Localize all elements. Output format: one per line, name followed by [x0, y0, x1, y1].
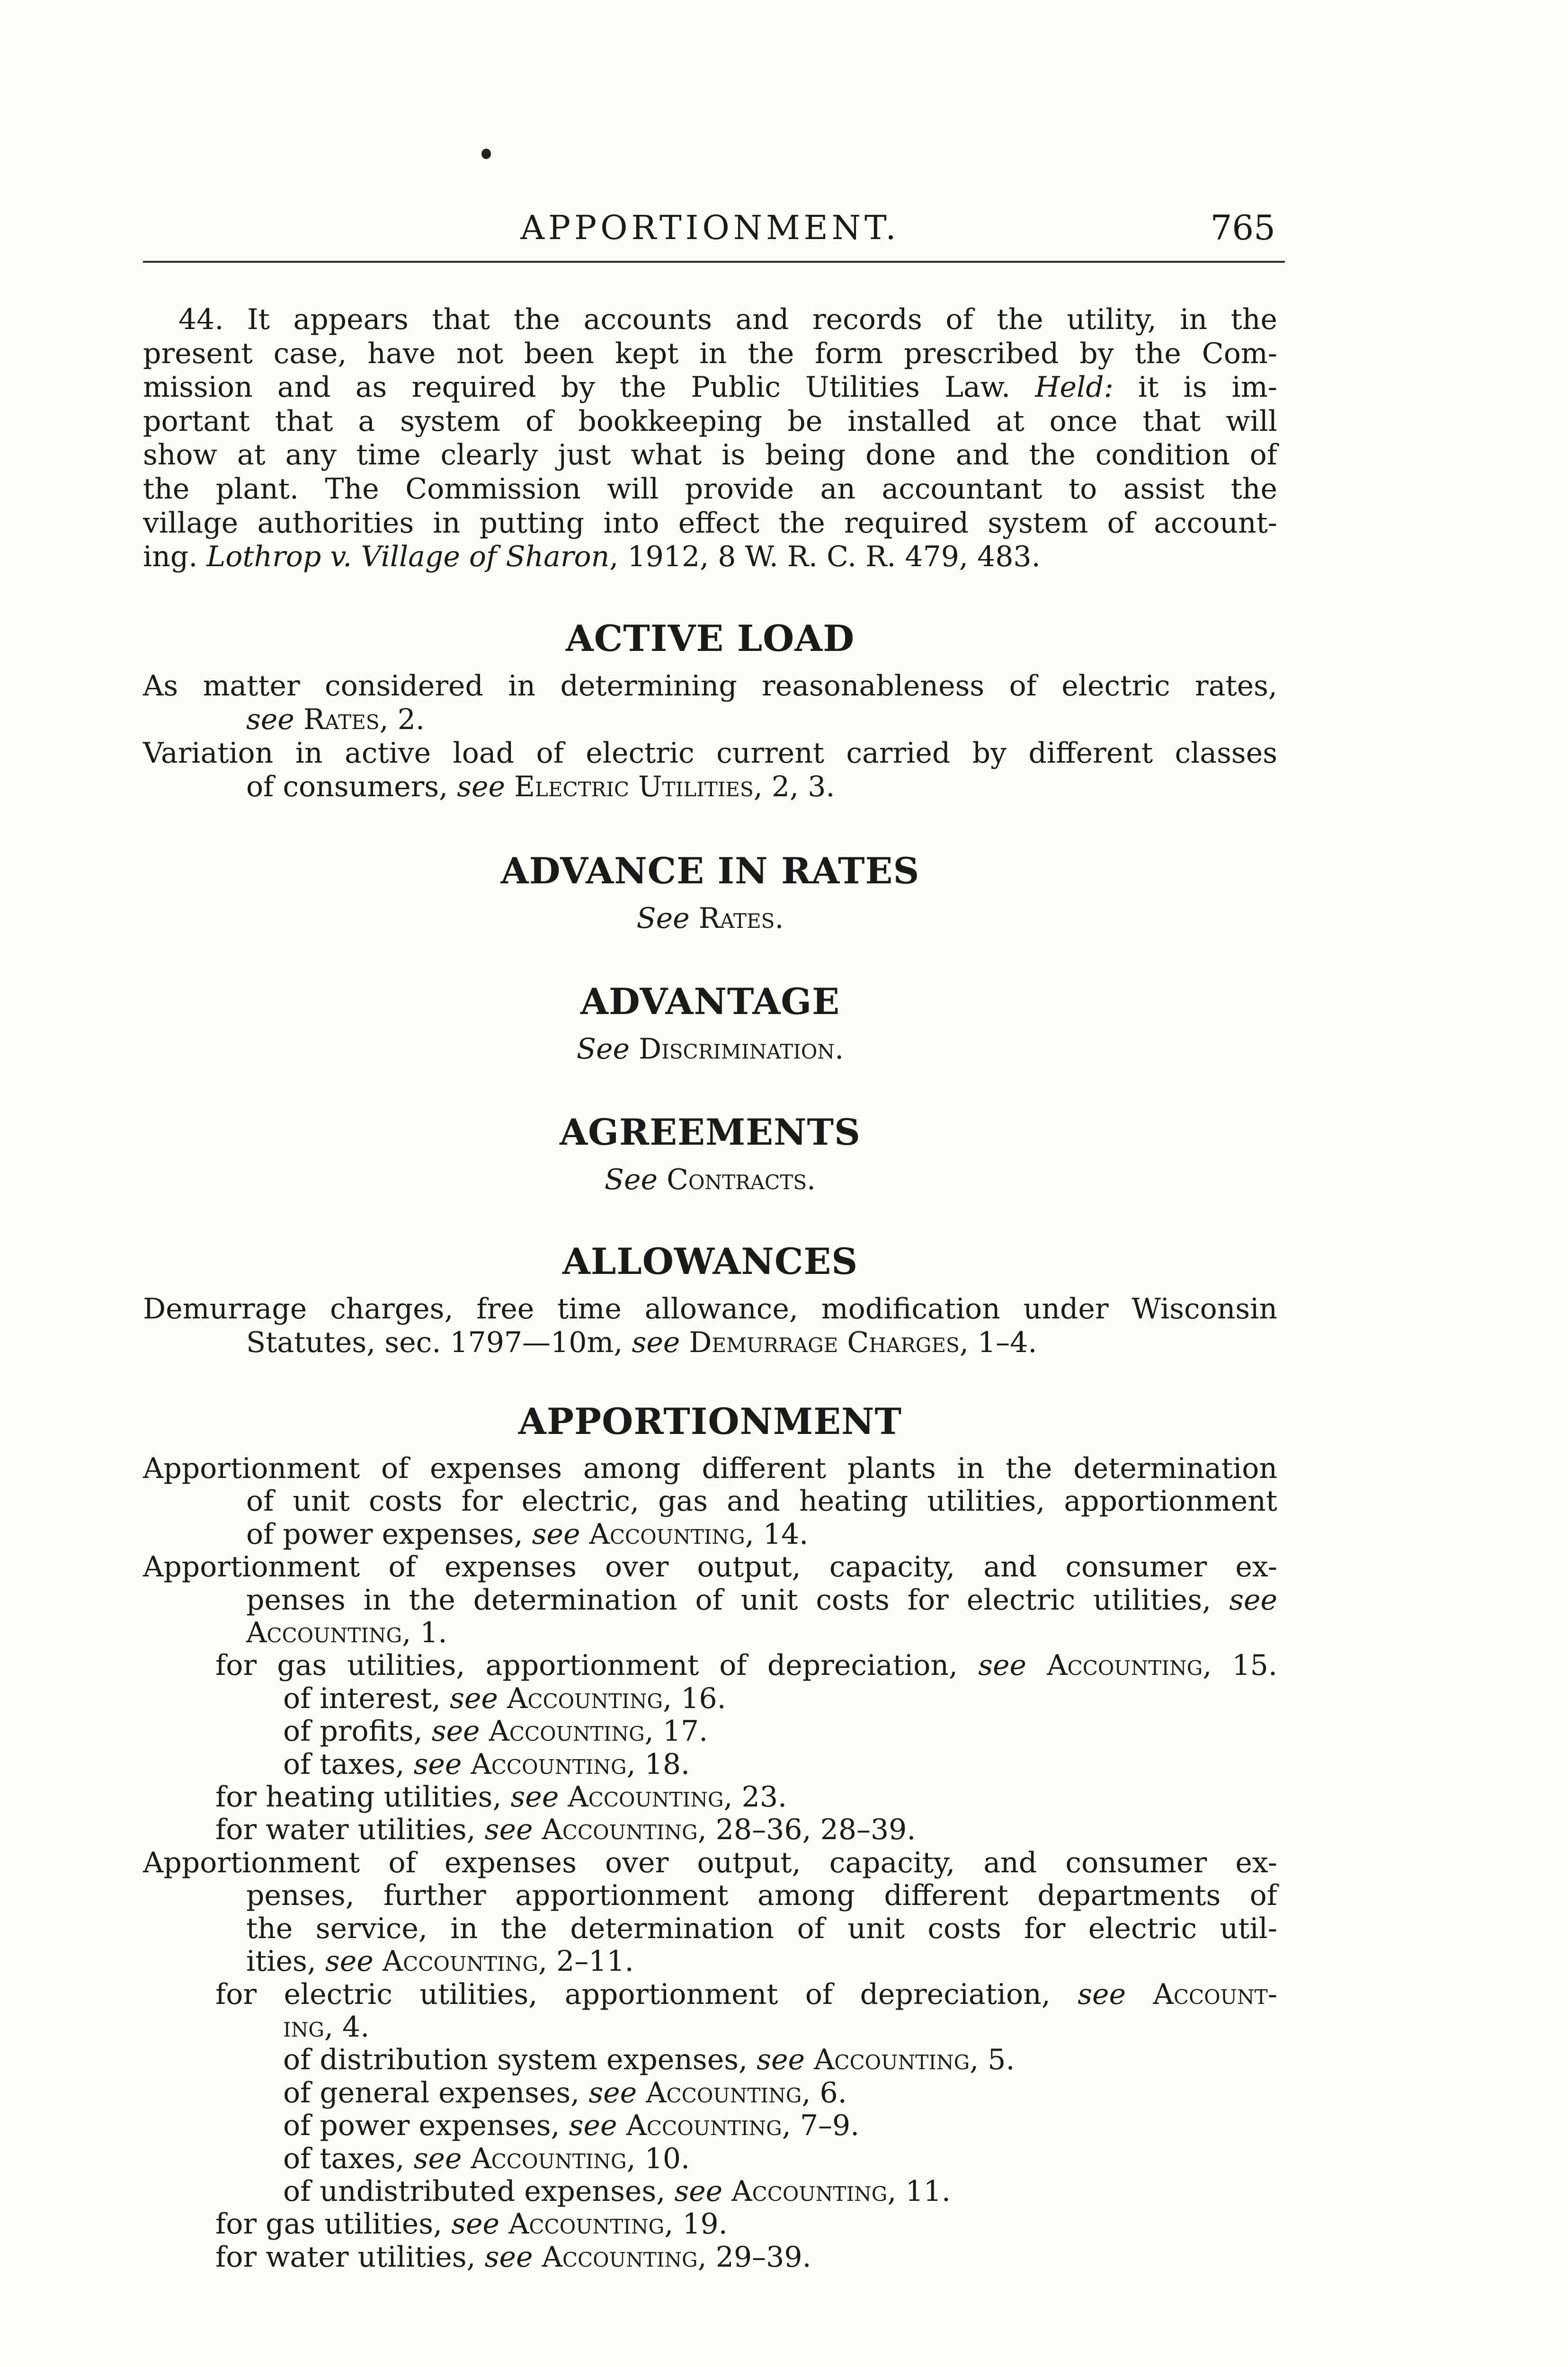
see-label: see: [413, 2142, 462, 2175]
line-text: mission and as required by the Public Utilities Law.: [143, 371, 1011, 404]
see-label: See: [636, 902, 690, 935]
see-also-line: [143, 1032, 1277, 1066]
cross-reference: Accounting: [471, 1747, 627, 1781]
reference-number: , 2.: [379, 703, 425, 736]
entry-line: As matter considered in determining reasonableness of electric rates,: [143, 669, 1277, 703]
entry-line: the plant. The Commission will provide an accountant to assist the: [143, 472, 1277, 506]
entry-line: [143, 1326, 1277, 1360]
see-label: see: [757, 2043, 805, 2077]
entry-line: [143, 2077, 1277, 2109]
ink-dot: [481, 149, 491, 159]
see-label: see: [510, 1780, 559, 1814]
line-text: of undistributed expenses,: [283, 2174, 666, 2208]
reference-number: , 6.: [802, 2076, 847, 2109]
cross-reference: Accounting: [489, 1715, 645, 1748]
page-number: 765: [1210, 208, 1275, 248]
line-text: Statutes, sec. 1797—10m,: [246, 1326, 623, 1359]
entry-line: Demurrage charges, free time allowance, modification under Wisconsin: [143, 1292, 1277, 1326]
cross-reference: Account-: [1153, 1977, 1277, 2011]
reference-number: , 1–4.: [959, 1326, 1037, 1359]
reference-number: , 7–9.: [782, 2109, 860, 2143]
entry-line: [143, 540, 1277, 574]
section-heading: APPORTIONMENT: [518, 1400, 902, 1442]
entry-line: [143, 2109, 1277, 2142]
cross-reference: Accounting: [731, 2174, 888, 2208]
entry-line: [143, 2175, 1277, 2208]
cross-reference: Accounting: [471, 2142, 627, 2175]
section-heading: ADVANTAGE: [580, 980, 840, 1023]
entry-line: penses, further apportionment among different departments of: [246, 1879, 1277, 1913]
case-name: Lothrop v. Village of Sharon: [206, 540, 610, 574]
line-text: of interest,: [283, 1682, 441, 1715]
entry-line: [143, 1682, 1277, 1715]
entry-line: [143, 1978, 1277, 2011]
line-text: for water utilities,: [215, 1813, 476, 1847]
reference-number: , 28–36, 28–39.: [697, 1813, 916, 1847]
entry-line: [143, 2208, 1277, 2241]
see-label: see: [978, 1649, 1027, 1682]
cross-reference: Rates: [698, 902, 775, 935]
entry-line: [143, 703, 1277, 737]
see-also-line: [143, 902, 1277, 935]
entry-line: Apportionment of expenses among different plants in the determination: [143, 1452, 1277, 1485]
cross-reference: Discrimination: [639, 1032, 835, 1066]
cross-reference: Accounting: [814, 2043, 970, 2077]
reference-number: , 19.: [664, 2207, 728, 2241]
line-text: of general expenses,: [283, 2076, 580, 2109]
entry-line: [143, 371, 1277, 405]
entry-line: [143, 1649, 1277, 1682]
see-label: see: [532, 1517, 580, 1551]
cross-reference: Accounting: [568, 1780, 724, 1814]
entry-line: Apportionment of expenses over output, capacity, and consumer ex-: [143, 1846, 1277, 1879]
reference-number: , 10.: [626, 2142, 690, 2175]
section-allowances: [143, 1240, 1277, 1360]
entry-line: show at any time clearly just what is being done and the condition of: [143, 438, 1277, 472]
line-text: of taxes,: [283, 1747, 405, 1781]
entry-line: [143, 1584, 1277, 1617]
see-label: see: [246, 703, 294, 736]
held-label: Held:: [1035, 371, 1114, 404]
entry-line: [143, 1814, 1277, 1846]
see-label: see: [413, 1747, 462, 1781]
see-label: see: [325, 1945, 374, 1978]
see-label: see: [431, 1715, 480, 1748]
section-heading: AGREEMENTS: [560, 1111, 861, 1153]
see-also-line: [143, 1163, 1277, 1196]
entry-line: village authorities in putting into effect the required system of account-: [143, 506, 1277, 540]
cross-reference: Electric Utilities: [514, 770, 754, 803]
entry-line: present case, have not been kept in the form prescribed by the Com-: [143, 337, 1277, 370]
reference-number: , 15.: [1203, 1649, 1277, 1682]
cross-reference: Accounting: [1047, 1649, 1203, 1682]
entry-line: the service, in the determination of unit costs for electric util-: [246, 1912, 1277, 1945]
section-advance-in-rates: [143, 850, 1277, 935]
entry-line: [143, 1945, 1277, 1978]
line-text: ing.: [143, 540, 198, 574]
reference-number: , 17.: [644, 1715, 708, 1748]
line-text: for electric utilities, apportionment of depreciation,: [215, 1977, 1051, 2011]
cross-reference: Accounting: [646, 2076, 802, 2109]
cross-reference: Rates: [303, 703, 380, 736]
reference-number: , 2–11.: [538, 1945, 634, 1978]
reference-number: , 16.: [663, 1682, 726, 1715]
line-text: of taxes,: [283, 2142, 405, 2175]
cross-reference: Accounting: [542, 2240, 698, 2274]
reference-number: , 2, 3.: [753, 770, 835, 803]
entry-line: [143, 770, 1277, 804]
line-text: for gas utilities, apportionment of depreciation,: [215, 1649, 958, 1682]
section-heading: ALLOWANCES: [562, 1240, 858, 1282]
line-text: for gas utilities,: [215, 2207, 443, 2241]
line-text: for heating utilities,: [215, 1780, 502, 1814]
section-advantage: [143, 980, 1277, 1066]
case-citation: , 1912, 8 W. R. C. R. 479, 483.: [609, 540, 1041, 574]
header-rule: [143, 261, 1285, 263]
entry-line: [143, 2241, 1277, 2274]
entry-line: [143, 1617, 1277, 1649]
see-label: see: [588, 2076, 637, 2109]
cross-reference: Accounting: [382, 1945, 538, 1978]
entry-line: [143, 1715, 1277, 1748]
running-title: APPORTIONMENT.: [520, 208, 900, 247]
entry-line: [143, 1748, 1277, 1781]
see-label: see: [632, 1326, 680, 1359]
entry-line: of unit costs for electric, gas and heating utilities, apportionment: [246, 1485, 1277, 1518]
entry-line: Variation in active load of electric current carried by different classes: [143, 737, 1277, 770]
entry-line: Apportionment of expenses over output, capacity, and consumer ex-: [143, 1550, 1277, 1584]
entry-line: [143, 2044, 1277, 2076]
see-label: see: [484, 1813, 533, 1847]
cross-reference: Accounting: [507, 1682, 663, 1715]
see-label: see: [1078, 1977, 1126, 2011]
cross-reference: Accounting: [626, 2109, 782, 2143]
reference-number: , 18.: [626, 1747, 690, 1781]
line-text: of power expenses,: [283, 2109, 560, 2143]
reference-number: , 1.: [402, 1616, 447, 1650]
line-text: it is im-: [1138, 371, 1278, 404]
entry-line: [143, 1518, 1277, 1551]
see-label: see: [1229, 1583, 1277, 1617]
line-text: of power expenses,: [246, 1517, 523, 1551]
entry-line: [143, 1781, 1277, 1814]
see-label: see: [450, 1682, 498, 1715]
running-header: [143, 206, 1277, 249]
line-text: .: [775, 902, 784, 935]
reference-number: , 5.: [970, 2043, 1015, 2077]
line-text: of profits,: [283, 1715, 423, 1748]
reference-number: , 14.: [745, 1517, 809, 1551]
see-label: see: [484, 2240, 533, 2274]
entry-line: [143, 2143, 1277, 2175]
cross-reference: ing: [283, 2010, 324, 2044]
line-text: of distribution system expenses,: [283, 2043, 748, 2077]
entry-line: [143, 2011, 1277, 2044]
see-label: see: [674, 2174, 723, 2208]
see-label: see: [569, 2109, 617, 2143]
reference-number: , 23.: [723, 1780, 787, 1814]
cross-reference: Contracts: [667, 1163, 807, 1196]
line-text: .: [807, 1163, 816, 1196]
reference-number: , 11.: [887, 2174, 951, 2208]
section-active-load: [143, 617, 1277, 804]
line-text: for water utilities,: [215, 2240, 476, 2274]
line-text: penses in the determination of unit costs for electric utilities,: [246, 1583, 1212, 1617]
see-label: see: [457, 770, 506, 803]
line-text: of consumers,: [246, 770, 448, 803]
see-label: See: [576, 1032, 630, 1066]
cross-reference: Accounting: [508, 2207, 665, 2241]
cross-reference: Accounting: [589, 1517, 745, 1551]
line-text: ities,: [246, 1945, 316, 1978]
entry-line: portant that a system of bookkeeping be installed at once that will: [143, 404, 1277, 438]
reference-number: , 29–39.: [697, 2240, 811, 2274]
see-label: see: [451, 2207, 500, 2241]
section-agreements: [143, 1111, 1277, 1196]
see-label: See: [604, 1163, 658, 1196]
line-text: .: [835, 1032, 844, 1066]
section-heading: ADVANCE IN RATES: [500, 850, 920, 892]
entry-44: [143, 303, 1277, 574]
entry-line: 44. It appears that the accounts and records of the utility, in the: [178, 303, 1277, 336]
section-heading: ACTIVE LOAD: [565, 617, 855, 659]
cross-reference: Accounting: [246, 1616, 402, 1650]
cross-reference: Accounting: [542, 1813, 698, 1847]
reference-number: , 4.: [324, 2010, 370, 2044]
cross-reference: Demurrage Charges: [689, 1326, 960, 1359]
section-apportionment: [143, 1400, 1277, 2274]
